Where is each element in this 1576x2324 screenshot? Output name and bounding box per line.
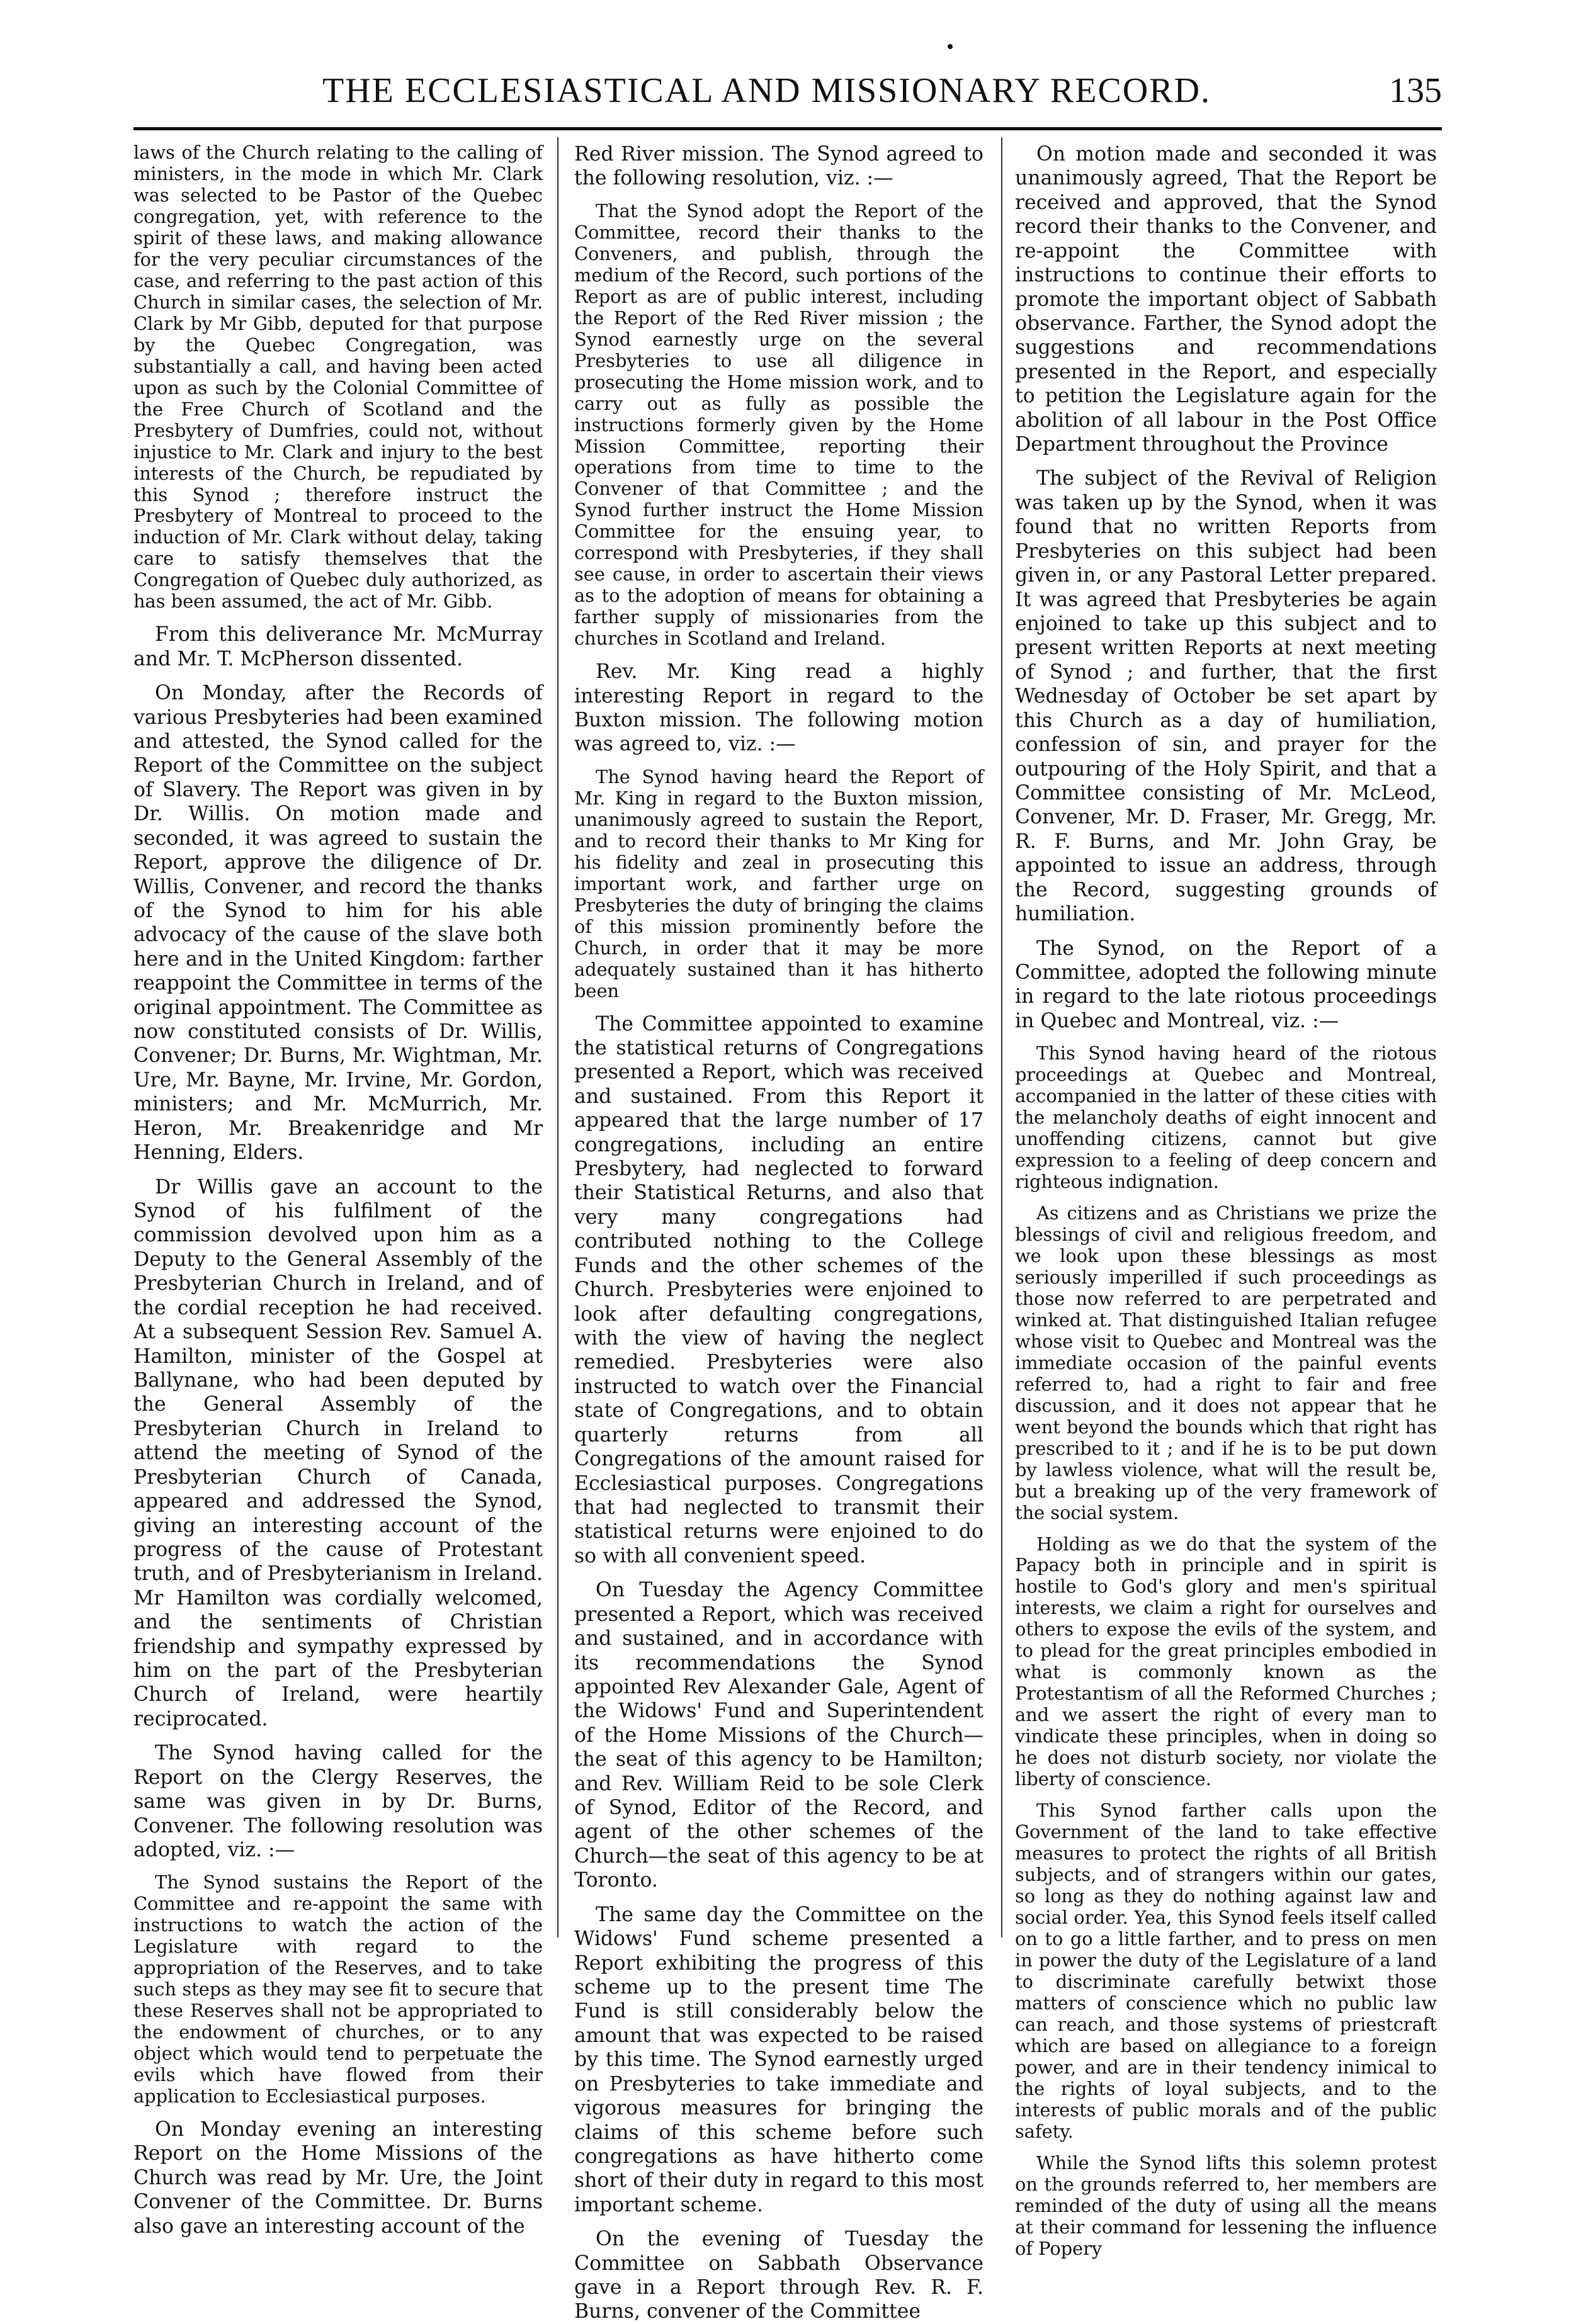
paragraph: Holding as we do that the system of the Papacy both in principle and in spirit is hostile to God's glory and men's spiritual interests, we claim a right for ourselves and others to expose the evils of the system, and to plead for the great principles embodied in what is commonly known as the Protestantism of all the Reformed Churches ; and we assert the right of every man to vindicate these principles, when in doing so he does not disturb society, nor violate the liberty of conscience. xyxy=(1015,1533,1437,1790)
paragraph: The subject of the Revival of Religion was taken up by the Synod, when it was found that no written Reports from Presbyteries on this subject had been given in, or any Pastoral Letter prepared. It was agreed that Presbyteries be again enjoined to take up this subject and to present written Reports at next meeting of Synod ; and further, that the first Wednesday of October be set apart by this Church as a day of humiliation, confession of sin, and prayer for the outpouring of the Holy Spirit, and that a Committee consisting of Mr. McLeod, Convener, Mr. D. Fraser, Mr. Gregg, Mr. R. F. Burns, and Mr. John Gray, be appointed to issue an address, through the Record, suggesting grounds of humiliation. xyxy=(1015,467,1437,926)
paragraph: laws of the Church relating to the calling of ministers, in the mode in which Mr. Clark was selected to be Pastor of the Quebec congregation, yet, with reference to the spirit of these laws, and making allowance for the very peculiar circumstances of the case, and referring to the past action of this Church in similar cases, the selection of Mr. Clark by Mr Gibb, deputed for that purpose by the Quebec Congregation, was substantially a call, and having been acted upon as such by the Colonial Committee of the Free Church of Scotland and the Presbytery of Dumfries, could not, without injustice to Mr. Clark and injury to the best interests of the Church, be repudiated by this Synod ; therefore instruct the Presbytery of Montreal to proceed to the induction of Mr. Clark without delay, taking care to satisfy themselves that the Congregation of Quebec duly authorized, as has been assumed, the act of Mr. Gibb. xyxy=(133,142,543,612)
paragraph: The Synod having heard the Report of Mr. King in regard to the Buxton mission, unanimously agreed to sustain the Report, and to record their thanks to Mr King for his fidelity and zeal in prosecuting this important work, and farther urge on Presbyteries the duty of bringing the claims of this mission prominently before the Church, in order that it may be more adequately sustained than it has hitherto been xyxy=(574,765,984,1001)
paragraph: On Monday, after the Records of various Presbyteries had been examined and attested, the Synod called for the Report of the Committee on the subject of Slavery. The Report was given in by Dr. Willis. On motion made and seconded, it was agreed to sustain the Report, approve the diligence of Dr. Willis, Convener, and record the thanks of the Synod to him for his able advocacy of the cause of the slave both here and in the United Kingdom: farther reappoint the Committee in terms of the original appointment. The Committee as now constituted consists of Dr. Willis, Convener; Dr. Burns, Mr. Wightman, Mr. Ure, Mr. Bayne, Mr. Irvine, Mr. Gordon, ministers; and Mr. McMurrich, Mr. Heron, Mr. Breakenridge and Mr Henning, Elders. xyxy=(133,682,543,1165)
paragraph: Rev. Mr. King read a highly interesting Report in regard to the Buxton mission. The following motion was agreed to, viz. :— xyxy=(574,660,984,756)
column-divider xyxy=(557,137,558,1938)
paragraph: The Synod, on the Report of a Committee, adopted the following minute in regard to the late riotous proceedings in Quebec and Montreal, viz. :— xyxy=(1015,937,1437,1032)
paragraph: On Monday evening an interesting Report on the Home Missions of the Church was read by Mr. Ure, the Joint Convener of the Committee. Dr. Burns also gave an interesting account of the xyxy=(133,2118,543,2238)
paragraph: Red River mission. The Synod agreed to the following resolution, viz. :— xyxy=(574,143,984,190)
paragraph: On motion made and seconded it was unanimously agreed, That the Report be received and approved, that the Synod record their thanks to the Convener, and re-appoint the Committee with instructions to continue their efforts to promote the important object of Sabbath observance. Farther, the Synod adopt the suggestions and recommendations presented in the Report, and especially to petition the Legislature again for the abolition of all labour in the Post Office Department throughout the Province xyxy=(1015,143,1437,456)
paragraph: The same day the Committee on the Widows' Fund scheme presented a Report exhibiting the progress of this scheme up to the present time The Fund is still considerably below the amount that was expected to be raised by this time. The Synod earnestly urged on Presbyteries to take immediate and vigorous measures for bringing the claims of this scheme before such congregations as have hitherto come short of their duty in regard to this most important scheme. xyxy=(574,1903,984,2216)
running-title: THE ECCLESIASTICAL AND MISSIONARY RECORD. xyxy=(322,71,1211,110)
ink-speck xyxy=(948,44,953,49)
page-number: 135 xyxy=(1389,71,1442,110)
paragraph: This Synod having heard of the riotous proceedings at Quebec and Montreal, accompanied in the latter of these cities with the melancholy deaths of eight innocent and unoffending citizens, cannot but give expression to a feeling of deep concern and righteous indignation. xyxy=(1015,1042,1437,1192)
page-header xyxy=(133,71,1442,130)
paragraph: The Committee appointed to examine the statistical returns of Congregations presented a Report, which was received and sustained. From this Report it appeared that the large number of 17 congregations, including an entire Presbytery, had neglected to forward their Statistical Returns, and also that very many congregations had contributed nothing to the College Funds and the other schemes of the Church. Presbyteries were enjoined to look after defaulting congregations, with the view of having the neglect remedied. Presbyteries were also instructed to watch over the Financial state of Congregations, and to obtain quarterly returns from all Congregations of the amount raised for Ecclesiastical purposes. Congregations that had neglected to transmit their statistical returns were enjoined to do so with all convenient speed. xyxy=(574,1012,984,1567)
paragraph: On the evening of Tuesday the Committee on Sabbath Observance gave in a Report through Rev. R. F. Burns, convener of the Committee xyxy=(574,2228,984,2323)
paragraph: The Synod sustains the Report of the Committee and re-appoint the same with instructions to watch the action of the Legislature with regard to the appropriation of the Reserves, and to take such steps as they may see fit to secure that these Reserves shall not be appropriated to the endowment of churches, or to any object which would tend to perpetuate the evils which have flowed from their application to Ecclesiastical purposes. xyxy=(133,1871,543,2107)
paragraph: The Synod having called for the Report on the Clergy Reserves, the same was given in by Dr. Burns, Convener. The following resolution was adopted, viz. :— xyxy=(133,1742,543,1861)
paragraph: As citizens and as Christians we prize the blessings of civil and religious freedom, and we look upon these blessings as most seriously imperilled if such proceedings as those now referred to are perpetrated and winked at. That distinguished Italian refugee whose visit to Quebec and Montreal was the immediate occasion of the painful events referred to, had a right to fair and free discussion, and it does not appear that he went beyond the bounds which that right has prescribed to it ; and if he is to be put down by lawless violence, what will the result be, but a breaking up of the very framework of the social system. xyxy=(1015,1202,1437,1523)
paragraph: On Tuesday the Agency Committee presented a Report, which was received and sustained, and in accordance with its recommendations the Synod appointed Rev Alexander Gale, Agent of the Widows' Fund and Superintendent of the Home Missions of the Church—the seat of this agency to be Hamilton; and Rev. William Reid to be sole Clerk of Synod, Editor of the Record, and agent of the other schemes of the Church—the seat of this agency to be at Toronto. xyxy=(574,1579,984,1892)
paragraph: While the Synod lifts this solemn protest on the grounds referred to, her members are reminded of the duty of using all the means at their command for lessening the influence of Popery xyxy=(1015,2152,1437,2259)
paragraph: That the Synod adopt the Report of the Committee, record their thanks to the Conveners, and publish, through the medium of the Record, such portions of the Report as are of public interest, including the Report of the Red River mission ; the Synod earnestly urge on the several Presbyteries to use all diligence in prosecuting the Home mission work, and to carry out as fully as possible the instructions formerly given by the Home Mission Committee, reporting their operations from time to time to the Convener of that Committee ; and the Synod further instruct the Home Mission Committee for the ensuing year, to correspond with Presbyteries, if they shall see cause, in order to ascertain their views as to the adoption of means for obtaining a farther supply of missionaries from the churches in Scotland and Ireland. xyxy=(574,200,984,650)
paragraph: This Synod farther calls upon the Government of the land to take effective measures to protect the rights of all British subjects, and of strangers within our gates, so long as they do nothing against law and social order. Yea, this Synod feels itself called on to go a little farther, and to press on men in power the duty of the Legislature of a land to discriminate carefully betwixt those matters of conscience which no public law can reach, and those systems of priestcraft which are based on allegiance to a foreign power, and are in their tendency inimical to the rights of loyal subjects, and to the interests of public morals and of the public safety. xyxy=(1015,1800,1437,2142)
text-column-middle xyxy=(574,142,984,2323)
paragraph: From this deliverance Mr. McMurray and Mr. T. McPherson dissented. xyxy=(133,623,543,670)
text-column-right xyxy=(1015,142,1437,2259)
paragraph: Dr Willis gave an account to the Synod of his fulfilment of the commission devolved upon him as a Deputy to the General Assembly of the Presbyterian Church in Ireland, and of the cordial reception he had received. At a subsequent Session Rev. Samuel A. Hamilton, minister of the Gospel at Ballynane, who had been deputed by the General Assembly of the Presbyterian Church in Ireland to attend the meeting of Synod of the Presbyterian Church of Canada, appeared and addressed the Synod, giving an interesting account of the progress of the cause of Protestant truth, and of Presbyterianism in Ireland. Mr Hamilton was cordially welcomed, and the sentiments of Christian friendship and sympathy expressed by him on the part of the Presbyterian Church of Ireland, were heartily reciprocated. xyxy=(133,1175,543,1730)
text-column-left xyxy=(133,142,543,2238)
column-divider xyxy=(1001,137,1002,1938)
